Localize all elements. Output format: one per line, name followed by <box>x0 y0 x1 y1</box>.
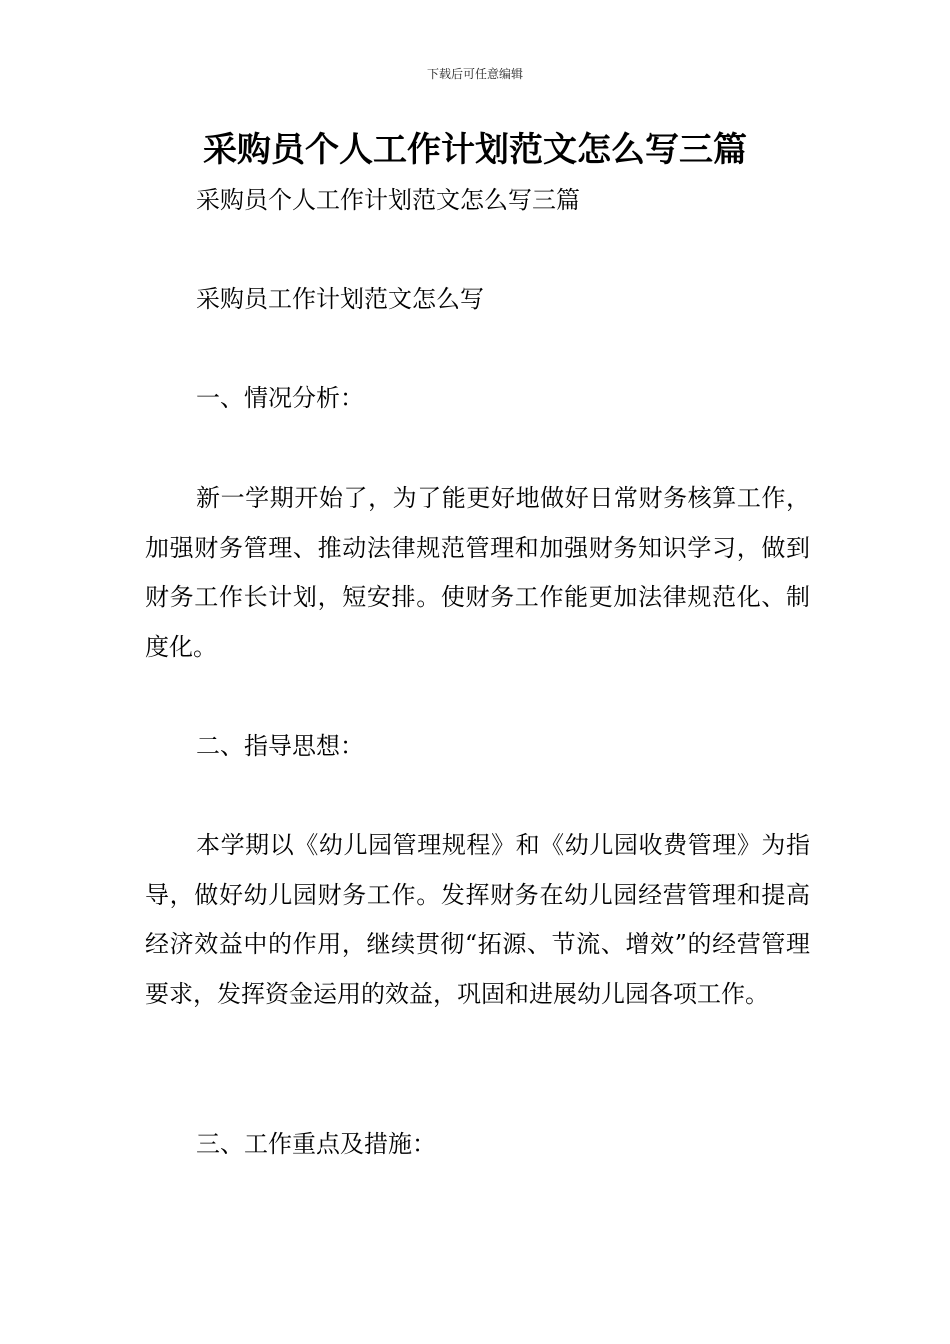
heading-work-focus: 三、工作重点及措施： <box>196 1130 436 1158</box>
section-heading: 采购员工作计划范文怎么写 <box>196 285 484 313</box>
document-title: 采购员个人工作计划范文怎么写三篇 <box>203 130 747 170</box>
heading-situation-analysis: 一、情况分析： <box>196 384 364 412</box>
document-subtitle: 采购员个人工作计划范文怎么写三篇 <box>196 186 580 214</box>
heading-guiding-thought: 二、指导思想： <box>196 732 364 760</box>
header-note: 下载后可任意编辑 <box>426 67 523 81</box>
paragraph-situation-analysis: 新一学期开始了，为了能更好地做好日常财务核算工作，加强财务管理、推动法律规范管理和加强财务知识学习，做到财务工作长计划，短安排。使财务工作能更加法律规范化、制度化。 <box>145 484 810 661</box>
paragraph-guiding-thought: 本学期以《幼儿园管理规程》和《幼儿园收费管理》为指导，做好幼儿园财务工作。发挥财务在幼儿园经营管理和提高经济效益中的作用，继续贯彻“拓源、节流、增效”的经营管理要求，发挥资金运用的效益，巩固和进展幼儿园各项工作。 <box>145 831 810 1008</box>
